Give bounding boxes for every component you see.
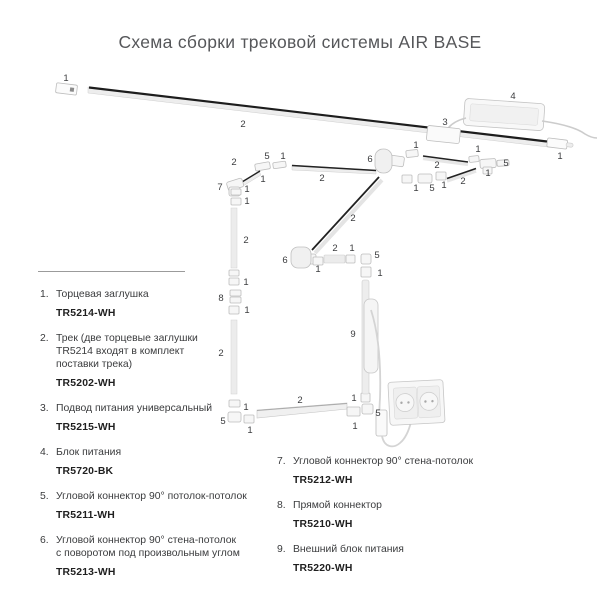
legend-item-text: с поворотом под произвольным углом — [56, 548, 240, 559]
callout-label-1: 1 — [247, 425, 253, 436]
end-piece — [361, 267, 371, 277]
end-piece — [346, 255, 355, 263]
legend-item-code: TR5213-WH — [56, 567, 116, 578]
callout-label-2: 2 — [332, 243, 338, 254]
callout-label-1: 1 — [260, 174, 266, 185]
callout-label-1: 1 — [441, 180, 447, 191]
legend-item-text: Торцевая заглушка — [56, 289, 149, 300]
end-piece — [229, 270, 239, 276]
callout-label-6: 6 — [282, 255, 288, 266]
callout-label-6: 6 — [367, 154, 373, 165]
legend-item-TR5210-WH — [277, 499, 547, 531]
end-cap-left-icon — [55, 83, 77, 95]
psu-cable-right — [542, 121, 597, 138]
callout-label-2: 2 — [240, 119, 246, 130]
callout-label-3: 3 — [442, 117, 448, 128]
legend-item-number: 2. — [40, 333, 49, 344]
legend-item-code: TR5214-WH — [56, 308, 116, 319]
external-psu — [362, 280, 378, 394]
legend-item-number: 9. — [277, 544, 286, 555]
callout-label-1: 1 — [244, 305, 250, 316]
callout-label-1: 1 — [243, 277, 249, 288]
callout-label-1: 1 — [413, 183, 419, 194]
callout-label-2: 2 — [218, 348, 224, 359]
callout-label-2: 2 — [319, 173, 325, 184]
legend-item-TR5215-WH — [40, 402, 272, 434]
legend-item-code: TR5210-WH — [293, 519, 353, 530]
callout-label-2: 2 — [350, 213, 356, 224]
callout-label-2: 2 — [231, 157, 237, 168]
legend-item-code: TR5211-WH — [56, 510, 115, 521]
legend-item-number: 4. — [40, 447, 49, 458]
legend-item-TR5213-WH — [40, 534, 272, 579]
callout-label-5: 5 — [375, 408, 381, 419]
legend-item-code: TR5720-BK — [56, 466, 114, 477]
end-piece — [273, 161, 287, 169]
callout-label-1: 1 — [557, 151, 563, 162]
corner-connector-swivel-top — [375, 149, 405, 173]
legend-item-number: 7. — [277, 456, 286, 467]
legend-item-text: TR5214 входят в комплект — [56, 346, 185, 357]
track-mid-horizontal — [292, 165, 376, 174]
callout-label-2: 2 — [297, 395, 303, 406]
callout-label-1: 1 — [244, 184, 250, 195]
end-piece — [402, 175, 412, 183]
callout-label-2: 2 — [434, 160, 440, 171]
legend-item-TR5214-WH — [40, 288, 272, 320]
corner-connector-small — [361, 254, 371, 264]
legend-item-text: Угловой коннектор 90° потолок-потолок — [56, 491, 247, 502]
track-short-right — [324, 255, 345, 263]
callout-label-1: 1 — [280, 151, 286, 162]
legend-item-number: 5. — [40, 491, 49, 502]
power-supply-block — [463, 98, 545, 131]
callout-label-5: 5 — [264, 151, 270, 162]
callout-label-1: 1 — [475, 144, 481, 155]
legend-item-number: 8. — [277, 500, 286, 511]
legend-item-TR5212-WH — [277, 455, 547, 487]
end-piece — [347, 407, 360, 416]
legend-item-text: Трек (две торцевые заглушки — [56, 333, 198, 344]
corner-connector-small — [255, 162, 271, 171]
track-diagonal — [312, 177, 382, 253]
callout-label-1: 1 — [315, 264, 321, 275]
track-right-upper — [423, 156, 468, 165]
callout-label-1: 1 — [352, 421, 358, 432]
legend-item-code: TR5212-WH — [293, 475, 353, 486]
callout-label-1: 1 — [413, 140, 419, 151]
callout-label-1: 1 — [349, 243, 355, 254]
legend-item-text: Блок питания — [56, 447, 122, 458]
legend-column-right — [277, 455, 547, 587]
callout-label-5: 5 — [374, 250, 380, 261]
callout-label-1: 1 — [243, 402, 249, 413]
callout-label-1: 1 — [63, 73, 69, 84]
legend-item-code: TR5220-WH — [293, 563, 353, 574]
legend-item-TR5202-WH — [40, 332, 272, 390]
callout-label-7: 7 — [217, 182, 223, 193]
callout-label-1: 1 — [485, 168, 491, 179]
legend-item-text: Угловой коннектор 90° стена-потолок — [56, 535, 237, 546]
legend-item-text: Угловой коннектор 90° стена-потолок — [293, 456, 474, 467]
corner-connector-bottom-right — [362, 404, 373, 414]
legend-item-TR5220-WH — [277, 543, 547, 575]
end-piece — [231, 198, 241, 205]
corner-connector-small — [418, 174, 432, 183]
callout-label-8: 8 — [218, 293, 224, 304]
callout-label-5: 5 — [503, 158, 509, 169]
end-piece — [469, 155, 480, 162]
end-cap-right-icon — [547, 138, 574, 150]
legend-item-text: Подвод питания универсальный — [56, 403, 213, 414]
legend-item-number: 6. — [40, 535, 49, 546]
track-vertical-upper — [231, 208, 237, 268]
callout-label-1: 1 — [351, 393, 357, 404]
legend-column-left — [40, 288, 272, 591]
callout-label-1: 1 — [377, 268, 383, 279]
callout-label-2: 2 — [460, 176, 466, 187]
legend-item-TR5720-BK — [40, 446, 272, 478]
end-piece — [231, 189, 241, 195]
legend-item-code: TR5215-WH — [56, 422, 116, 433]
legend-item-text: поставки трека) — [56, 359, 133, 370]
end-piece — [361, 393, 370, 402]
wall-outlet — [388, 380, 445, 426]
legend-item-text: Прямой коннектор — [293, 500, 382, 511]
callout-label-5: 5 — [220, 416, 226, 427]
page-title: Схема сборки трековой системы AIR BASE — [118, 32, 482, 52]
end-piece — [436, 172, 446, 180]
legend-item-TR5211-WH — [40, 490, 272, 522]
legend-item-text: Внешний блок питания — [293, 544, 404, 555]
end-piece — [229, 278, 239, 285]
legend-divider — [38, 271, 185, 272]
callout-label-9: 9 — [350, 329, 356, 340]
legend-item-number: 3. — [40, 403, 49, 414]
legend-item-code: TR5202-WH — [56, 378, 116, 389]
callout-label-2: 2 — [243, 235, 249, 246]
callout-label-1: 1 — [244, 196, 250, 207]
power-feed-connector — [426, 125, 460, 143]
callout-label-5: 5 — [429, 183, 435, 194]
legend-item-number: 1. — [40, 289, 49, 300]
callout-label-4: 4 — [510, 91, 516, 102]
